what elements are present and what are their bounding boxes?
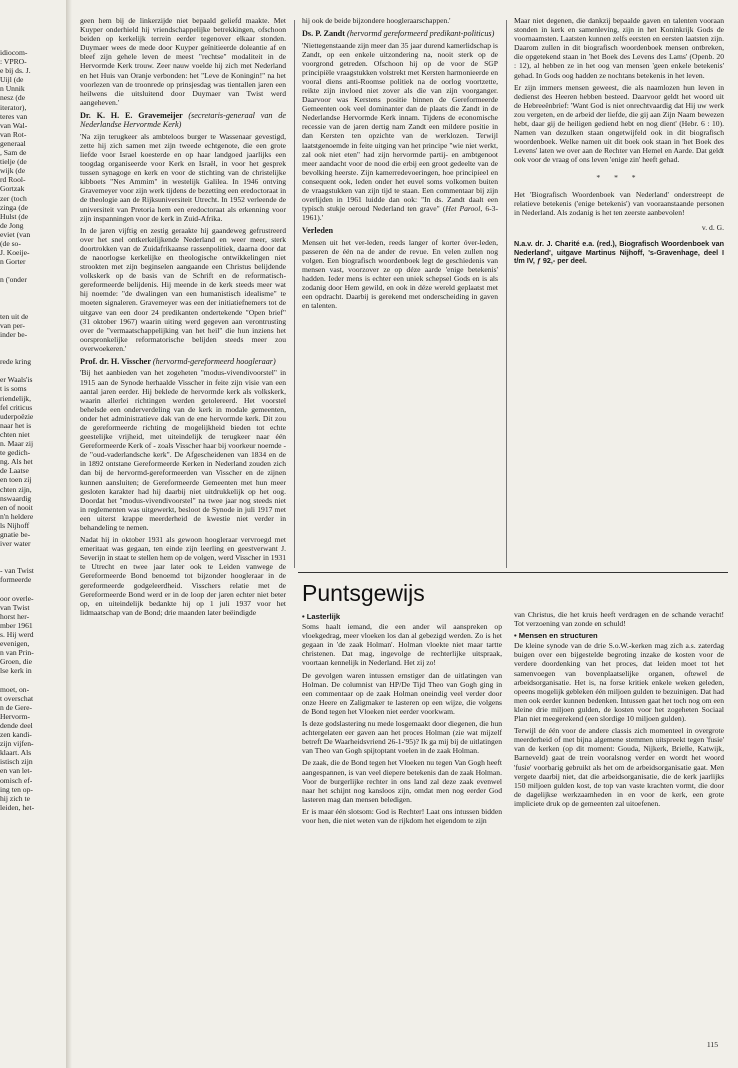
facing-page-line: zer (toch	[0, 193, 27, 203]
structuren-p1: van Christus, die het kruis heeft verdragen en de schande veracht! Tot verzoening van zonde en schuld!	[514, 610, 724, 629]
gravemeijer-p1: 'Na zijn terugkeer als ambteloos burger te Wassenaar gevestigd, zette hij zich samen met zijn tweede echtgenote, die een grote liefde voor Israel koesterde en op haar landgoed jaarlijks een toogdag organiseerde voor Kerk en Israël, in voor het gesprek tussen synagoge en kerk en voor de stichting van de christelijke kibboets "Nes Ammim" in westelijk Galilea. In 1946 ontving Gravemeyer voor zijn werk tijdens de bezetting een eredoctoraat in de theologie aan de Rijksuniversiteit Utrecht. In 1952 verleende de universiteit van Pretoria hem een eredoctoraat als erkenning voor zijn inspanningen voor de kerk in Zuid-Afrika.	[80, 131, 286, 223]
gravemeijer-heading: Dr. K. H. E. Gravemeijer (secretaris-generaal van de Nederlandse Hervormde Kerk)	[80, 110, 286, 130]
facing-page-line: teres van	[0, 111, 28, 121]
facing-page-line: Hulst (de	[0, 211, 29, 221]
facing-page-line: wijk (de	[0, 166, 26, 176]
facing-page-line: evenigen,	[0, 639, 30, 649]
facing-page-line: , Sam de	[0, 148, 27, 158]
facing-page-line: de Jong	[0, 220, 24, 230]
column-divider	[506, 20, 507, 568]
facing-page-line: J. Koeije-	[0, 248, 30, 258]
facing-page-line: klaart. Als	[0, 748, 32, 758]
facing-page-line: en toen zij	[0, 475, 32, 485]
facing-page-line: fel criticus	[0, 402, 33, 412]
facing-page-line: te gedich-	[0, 448, 31, 458]
box-title: Puntsgewijs	[302, 580, 425, 606]
facing-page-line: rd Rool-	[0, 175, 26, 185]
facing-page-line: nesz (de	[0, 93, 26, 103]
col3-p3: Het 'Biografisch Woordenboek van Nederland' onderstreept de relatieve betekenis ('enige betekenis') van vooraanstaande personen in Nederland. Als zodanig is het ten zeerste aanbevolen!	[514, 189, 724, 217]
facing-page-line: - van Twist	[0, 566, 34, 576]
facing-page-line	[0, 303, 62, 312]
column-1	[80, 16, 286, 1061]
facing-page-line: n Unnik	[0, 84, 25, 94]
facing-page-line: van Twist	[0, 602, 30, 612]
facing-page-line: van Rot-	[0, 129, 27, 139]
col3-p1: Maar niet degenen, die dankzij bepaalde gaven en talenten vooraan stonden in kerk en samenleving, zijn in het Koninkrijk Gods de voornaamsten. Laatsten kunnen zelfs eersten en eersten laatsten zijn. Daarom zullen in dit biografisch woordenboek mensen ontbreken, die opgetekend staan in 'het Boek des Levens des Lams' (Openb. 20 : 12), al hebben ze in het oog van mensen 'geen enkele betekenis' gehad. In Gods oog hadden ze nochtans betekenis in het leven.	[514, 16, 724, 80]
visscher-heading: Prof. dr. H. Visscher (hervormd-gereformeerd hoogleraar)	[80, 357, 276, 366]
facing-page-line: Groen, die	[0, 657, 33, 667]
lasterlijk-p1: Soms haalt iemand, die een ander wil aanspreken op vloekgedrag, meer vloeken los dan al gebezigd werden. Zo is het gegaan in 'de zaak Holman'. Holman vloekte niet maar tartte christenen. Dat mag, ingevolge de rechterlijke uitspraak, voortaan kennelijk in Nederland. Het zij zo!	[302, 622, 502, 668]
facing-page-line: leiden, het-	[0, 802, 35, 812]
facing-page-line: gnatie be-	[0, 529, 31, 539]
gravemeijer-p2: In de jaren vijftig en zestig geraakte hij gaandeweg gefrustreerd over het snel ontkerkelijkende Nederland en weer meer, sterk doortrokken van de Zuidafrikaanse rassenpolitiek, daarna door dat de naoorlogse kerkelijke en theologische ontwikkelingen niet strookten met zijn beginselen aangaande een Christus belijdende volkskerk op de basis van de Schrift en de reformatisch-gereformeerde belijdenis. Hij meende in de kerk steeds meer wat hij noemde: "de dwalingen van een humanistisch idealisme" te moeten signaleren. Gravemeyer was een der initiatiefnemers tot de uitgave van een door 24 predikanten ondertekende "Open brief" (31 oktober 1967) waarin uiting werd gegeven aan verontrusting over de "vermaatschappelijking van het heil" die hun inziens het oorspronkelijke reformatorische belijden steeds meer zou overwoekeren.'	[80, 225, 286, 353]
facing-page-line: zen kandi-	[0, 730, 32, 740]
facing-page-line: horst her-	[0, 611, 30, 621]
facing-page-line: istisch zijn	[0, 757, 33, 767]
facing-page-line: iver water	[0, 539, 31, 549]
facing-page-line: tielje (de	[0, 157, 27, 167]
facing-page-line	[0, 557, 62, 566]
facing-page-line: : VPRO-	[0, 57, 27, 67]
facing-page-line: inder be-	[0, 329, 28, 339]
facing-page-line: n'n heldere	[0, 511, 34, 521]
facing-page-line: s. Hij werd	[0, 630, 34, 639]
facing-page-line	[0, 585, 62, 594]
facing-page-line: idiocom-	[0, 48, 28, 57]
facing-page-line: n Gorter	[0, 257, 26, 267]
facing-page-line	[0, 675, 62, 684]
facing-page-line: dende deel	[0, 720, 33, 730]
facing-page-line: ls Nijhoff	[0, 520, 30, 530]
facing-page-line: t is soms	[0, 384, 27, 394]
structuren-p2: De kleine synode van de drie S.o.W.-kerken mag zich a.s. zaterdag buigen over een bijgestelde begroting inzake de kosten voor de verdere doordenking van het proces, dat leiden moet tot het samenvoegen van bovenplaatselijke organen, oftewel de arbeidsorganisatie. Het is, na forse kritiek enkele weken geleden, opeens mogelijk gebleken één miljoen gulden te bezuinigen. Dat had men ook eerder kunnen bedenken. Intussen gaat het toch nog om een kleine drie miljoen gulden, de kosten voor het zogeheten Sociaal Plan niet meegerekend (een slordige 10 miljoen gulden).	[514, 641, 724, 724]
facing-page-line: n. Maar zij	[0, 439, 34, 449]
facing-page-line	[0, 266, 62, 275]
facing-page-line: nswaardig	[0, 493, 32, 503]
verleden-p1: Mensen uit het ver-leden, reeds langer of korter óver-leden, passeren de één na de ander de revue. En velen zullen nog volgen. Een biografisch woordenboek legt de geschiedenis van mensen vast, voorzover ze op déze aarde 'enige betekenis' hadden. Ieder mens is echter een uniek schepsel Gods en is als zodanig door Hem gewild, en ook in déze wereld geplaatst met een opdracht. Daarbij is gerekend met onderscheiding in gaven en talenten.	[302, 237, 498, 311]
facing-page-line: Hervorm-	[0, 711, 30, 721]
facing-page-line: ing ten op-	[0, 784, 33, 794]
lasterlijk-p2: De gevolgen waren intussen ernstiger dan de uitlatingen van Holman. De columnist van HP/De Tijd Theo van Gogh ging in een commentaar op de zaak Holman oneindig veel verder door onze Heere en Zaligmaker te lasteren op een wijze, die volgens de Bond tegen het Vloeken niet eerder voorkwam.	[302, 670, 502, 716]
facing-page-line	[0, 548, 62, 557]
facing-page-line: naar het is	[0, 420, 32, 430]
facing-page-line: en of nooit	[0, 502, 33, 512]
box-column-a	[302, 610, 502, 1050]
verleden-heading: Verleden	[302, 226, 334, 236]
lasterlijk-p4: De zaak, die de Bond tegen het Vloeken nu tegen Van Gogh heeft aangespannen, is van veel diepere betekenis dan de zaak Holman. Voor de burgerlijke rechter in ons land zal deze zaak evenwel naar het schijnt nog kansloos zijn, omdat men nog eerder God lasteren mag dan mensen beledigen.	[302, 758, 502, 804]
facing-page-line: rede kring	[0, 357, 31, 367]
book-reference: N.a.v. dr. J. Charité e.a. (red.), Biografisch Woordenboek van Nederland', uitgave Martinus Nijhoff, 's-Gravenhage, deel I t/m IV, ƒ 92,- per deel.	[514, 238, 724, 266]
zandt-heading: Ds. P. Zandt (hervormd gereformeerd predikant-politicus)	[302, 29, 495, 39]
facing-page-line: riendelijk,	[0, 393, 31, 403]
facing-page-line: ng. Als het	[0, 457, 33, 467]
facing-page-line: oor overle-	[0, 593, 34, 603]
facing-page-line: zijn vijfen-	[0, 739, 34, 749]
section-separator: * * *	[596, 172, 642, 182]
facing-page-line: eviet (van	[0, 229, 31, 239]
box-top-rule	[298, 572, 728, 573]
facing-page-line: hij zich te	[0, 793, 30, 803]
visscher-p1: 'Bij het aanbieden van het zogeheten "modus-vivendivoorstel" in 1915 aan de Synode herhaalde Visscher in feite zijn visie van een aantal jaren eerder. Hij beklede de hervormde kerk als volkskerk, waarin allerlei richtingen werden getolereerd. Het voorstel behelsde een onderverdeling van de kerk in modale gemeenten, onder het administratieve dak van de ene hervormde kerk. Dit zou de gereformeerde richting de mogelijkheid bieden tot echte geestelijke vrijheid, met uiteindelijk de terugkeer naar één Gereformeerde Kerk of - zoals Visscher haar bij voorkeur noemde - de "oud-vaderlandsche kerk". De Afgescheidenen van 1834 en de in 1892 ontstane Gereformeerde Kerken in Nederland zouden zich dan bij de hervormd-gereformeerden van Visscher en de zijnen kunnen aansluiten; de Gereformeerde Gemeenten met hun meer gesloten karakter had hij daarbij niet uitdrukkelijk op het oog. Doordat het "modus-vivendivoorstel" na twee jaar nog steeds niet in reglementen was uitgewerkt, besloot de Synode in juli 1917 met een uiterst krappe meerderheid de kwestie niet verder in behandeling te nemen.	[80, 368, 286, 532]
facing-page-line: e bij ds. J.	[0, 66, 31, 76]
facing-page-line	[0, 339, 62, 348]
facing-page-line: Gortzak	[0, 184, 25, 194]
facing-page-line: iterator),	[0, 102, 27, 112]
facing-page-fragment	[0, 48, 62, 812]
page-spine-shadow	[66, 0, 72, 1068]
facing-page-line: ten uit de	[0, 311, 29, 321]
facing-page-line: t overschat	[0, 693, 34, 703]
facing-page-line	[0, 284, 62, 293]
page-number: 115	[706, 1040, 718, 1049]
author-signature: v. d. G.	[701, 222, 724, 232]
visscher-p2: Nadat hij in oktober 1931 als gewoon hoogleraar vervroegd met emeritaat was gegaan, ten einde zijn leerling en geestverwant J. Severijn in staat te stellen hem op de volgen, werd Visscher in 1931 te Utrecht en twee jaar later ook te Leiden vanwege de Gereformeerde Bond benoemd tot bijzonder hoogleraar in de gereformeerde godgeleerdheid. Visschers relatie met de Gereformeerde Bond werd er in de loop der jaren echter niet beter op, en uiteindelijk bedankte hij op 1 juli 1937 voor het lidmaatschap van de Bond; drie maanden later beëindigde	[80, 535, 286, 617]
facing-page-line: generaal	[0, 138, 26, 148]
col1-intro: geen hem bij de linkerzijde niet bepaald geliefd maakte. Met Kuyper onderhield hij vriendschappelijke betrekkingen, ofschoon beiden op kerkelijk terrein eerder tegenover elkaar stonden. Duymaer wees de mede door Kuyper geïnitieerde doleantie af en bleef zijn gehele leven de meest "rechtse" modaliteit in de Hervormde Kerk trouw. Zeer nauw voelde hij zich met Nederland en het Huis van Oranje verbonden: het "Leve de Koningin!" na het voorlezen van de troonrede op prinsjesdag was tientallen jaren een heilwens die uitsluitend door Duymaer van Twist werd aangeheven.'	[80, 16, 286, 107]
facing-page-line: n ('onder	[0, 275, 27, 285]
facing-page-line: van per-	[0, 320, 25, 330]
facing-page-line: de Laatse	[0, 466, 29, 476]
facing-page-line: en van let-	[0, 766, 33, 776]
column-divider	[294, 20, 295, 568]
facing-page-line	[0, 348, 62, 357]
facing-page-line: mber 1961	[0, 620, 33, 630]
col2-intro: hij ook de beide bijzondere hoogleraarschappen.'	[302, 16, 451, 25]
lasterlijk-heading: • Lasterlijk	[302, 612, 341, 621]
facing-page-line	[0, 294, 62, 303]
facing-page-line: er Waals'is	[0, 375, 33, 385]
box-column-b	[514, 610, 724, 1035]
facing-page-line: uderpoëzie	[0, 411, 34, 421]
facing-page-line: van Wal-	[0, 120, 28, 130]
facing-page-line	[0, 366, 62, 375]
facing-page-line: n de Gere-	[0, 702, 33, 712]
structuren-heading: • Mensen en structuren	[514, 631, 598, 641]
zandt-p1: 'Niettegenstaande zijn meer dan 35 jaar durend kamerlidschap is Zandt, op een enkele uitzondering na, nooit sterk op de voorgrond getreden. Ofschoon hij op de voor de SGP principiële vraagstukken volstrekt met Kersten harmonieerde en vooral diens anti-Roomse politiek na de oorlog voortzette, reikte zijn invloed niet zover als die van zijn voorganger. Daarvoor was Kerstens positie binnen de Gereformeerde Gemeenten ook veel dominanter dan de plaats die Zandt in de Nederlandse Hervormde Kerk innam. Tijdens de economische recessie van de jaren dertig nam Zandt een mildere positie in dan Kersten ten opzichte van de werklozen. Terwijl laatstgenoemde in feite uitging van het principe "wie niet werkt, zal ook niet eten" had zijn hervormde partij- en ambtgenoot meer aandacht voor de nood die erbij een groot gedeelte van de bevolking heerste. Zijn kamerredevoeringen, hoe principieel en consequent ook, leden onder het euvel soms volkomen buiten de vraagstukken van zijn tijd te staan. Een commentaar bij zijn overlijden in 1961 luidde dan ook: "In ds. Zandt daalt een typisch stukje oeroud Nederland ten grave" (Het Parool, 6-3-1961).'	[302, 40, 498, 223]
facing-page-line: (de so-	[0, 238, 21, 248]
facing-page-line: formeerde	[0, 575, 32, 585]
facing-page-line: n van Prin-	[0, 648, 34, 658]
column-3	[514, 16, 724, 566]
lasterlijk-p5: Er is maar één slotsom: God is Rechter! Laat ons intussen bidden voor hen, die niet weten van de rijkdom het eigendom te zijn	[302, 806, 502, 825]
facing-page-line: lse kerk in	[0, 666, 32, 676]
structuren-p3: Terwijl de één voor de andere classis zich momenteel in overgrote meerderheid of met bijna algemene stemmen uitspreekt tegen 'fusie' van de kerken (op dit moment: Gouda, Nijkerk, Brielle, Katwijk, Barneveld) gaat de trein vooralsnog verder en wordt het woord 'fusie' voorbarig gebruikt als het om de arbeidsorganisatie gaat. Men vergete daarbij niet, dat die arbeidsorganisatie, die de kerk jaarlijks 150 miljoen gulden kost, de top van vaste krachten vormt, die door de dagelijkse werkzaamheden in en voor de kerk, een grote impliciete druk op de gemeenten zal uitoefenen.	[514, 726, 724, 808]
facing-page-line: moet, on-	[0, 684, 30, 694]
facing-page-line: omisch ef-	[0, 775, 33, 785]
lasterlijk-p3: Is deze godslastering nu mede losgemaakt door diegenen, die hun achtergelaten eer gaven aan het proces Holman (zie wat mijzelf betreft De Waarheidsvriend 26-1-'95)? Ik ga mij bij de uitlatingen van Theo van Gogh spijtoptant voelen in de zaak Holman.	[302, 719, 502, 756]
facing-page-line: zinga (de	[0, 202, 29, 212]
facing-page-line: chten zijn,	[0, 484, 32, 494]
facing-page-line: chten niet	[0, 429, 30, 439]
column-2	[302, 16, 498, 566]
facing-page-line: Uijl (de	[0, 75, 24, 85]
col3-p2: Er zijn immers mensen geweest, die als naamlozen hun leven in dedienst des Heeren hebben besteed. Daarvoor geldt het woord uit de Hebreeënbrief: 'Want God is niet onrechtvaardig dat Hij uw werk zou vergeten, en de arbeid der liefde, die gij aan Zijn Naam bewezen hebt, daar gij de heiligen gediend hebt en nog dient' (Hebr. 6 : 10). Namen van dezulken staan ongetwijfeld ook in dit biografisch woordenboek. Welke namen uit dit boek ook staan in 'het Boek des Levens' laten we over aan de Rechter van Hemel en Aarde. Dat geldt ook voor de vraag of ons leven 'enige zin' heeft gehad.	[514, 82, 724, 165]
